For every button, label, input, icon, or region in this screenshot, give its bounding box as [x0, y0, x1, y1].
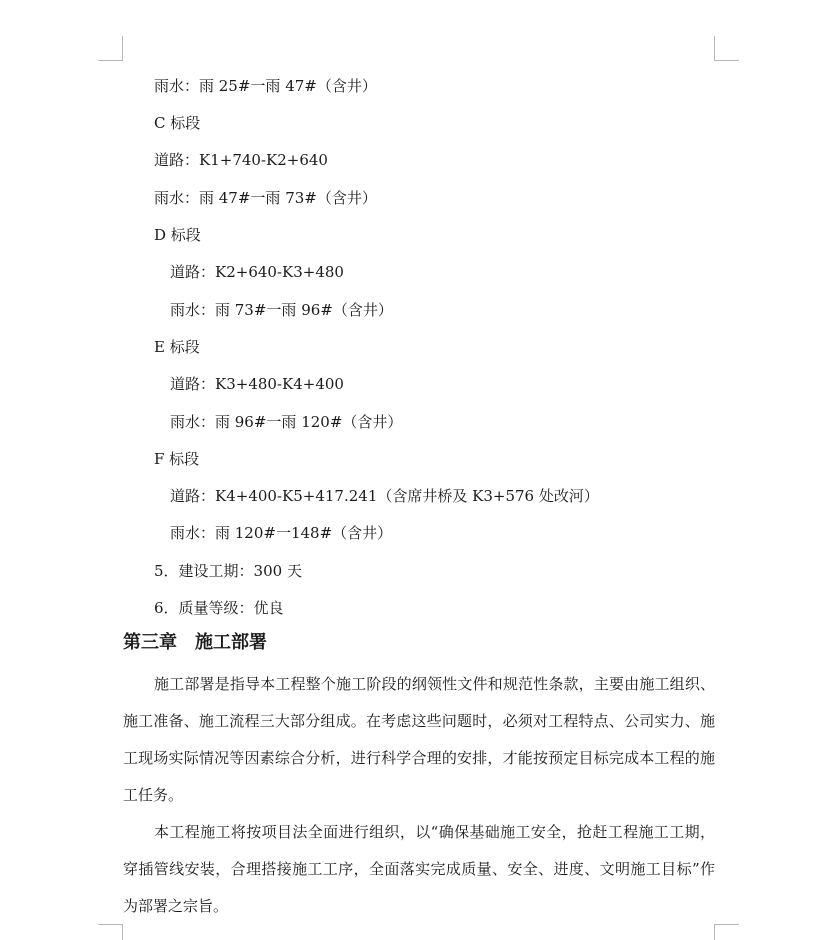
section-d-label: D 标段 [154, 226, 201, 244]
crop-mark-bottom-right [714, 924, 739, 940]
rain-c-line: 雨水：雨 47#一雨 73#（含井） [154, 189, 377, 207]
crop-mark-bottom-left [98, 924, 123, 940]
rain-f-line: 雨水：雨 120#一148#（含井） [170, 524, 393, 542]
crop-mark-top-right [714, 36, 739, 61]
road-d-line: 道路：K2+640-K3+480 [170, 263, 344, 281]
section-f-label: F 标段 [154, 450, 200, 468]
section-e-label: E 标段 [154, 338, 200, 356]
chapter-heading: 第三章 施工部署 [123, 632, 267, 653]
road-c-line: 道路：K1+740-K2+640 [154, 151, 328, 169]
crop-mark-top-left [98, 36, 123, 61]
road-e-line: 道路：K3+480-K4+400 [170, 375, 344, 393]
rain-e-line: 雨水：雨 96#一雨 120#（含井） [170, 413, 403, 431]
rain-d-line: 雨水：雨 73#一雨 96#（含井） [170, 301, 393, 319]
body-paragraph-2: 本工程施工将按项目法全面进行组织，以“确保基础施工安全，抢赶工程施工工期，穿插管线安装，合理搭接施工工序，全面落实完成质量、安全、进度、文明施工目标”作为部署之宗旨。 [123, 823, 715, 915]
road-f-line: 道路：K4+400-K5+417.241（含席井桥及 K3+576 处改河） [170, 487, 599, 505]
body-paragraph-1: 施工部署是指导本工程整个施工阶段的纲领性文件和规范性条款，主要由施工组织、施工准备、施工流程三大部分组成。在考虑这些问题时，必须对工程特点、公司实力、施工现场实际情况等因素综合分析，进行科学合理的安排，才能按预定目标完成本工程的施工任务。 [123, 675, 715, 804]
section-c-label: C 标段 [154, 114, 201, 132]
construction-period-item: 5．建设工期：300 天 [154, 562, 302, 580]
rain-b-line: 雨水：雨 25#一雨 47#（含井） [154, 77, 377, 95]
quality-grade-item: 6．质量等级：优良 [154, 599, 284, 617]
